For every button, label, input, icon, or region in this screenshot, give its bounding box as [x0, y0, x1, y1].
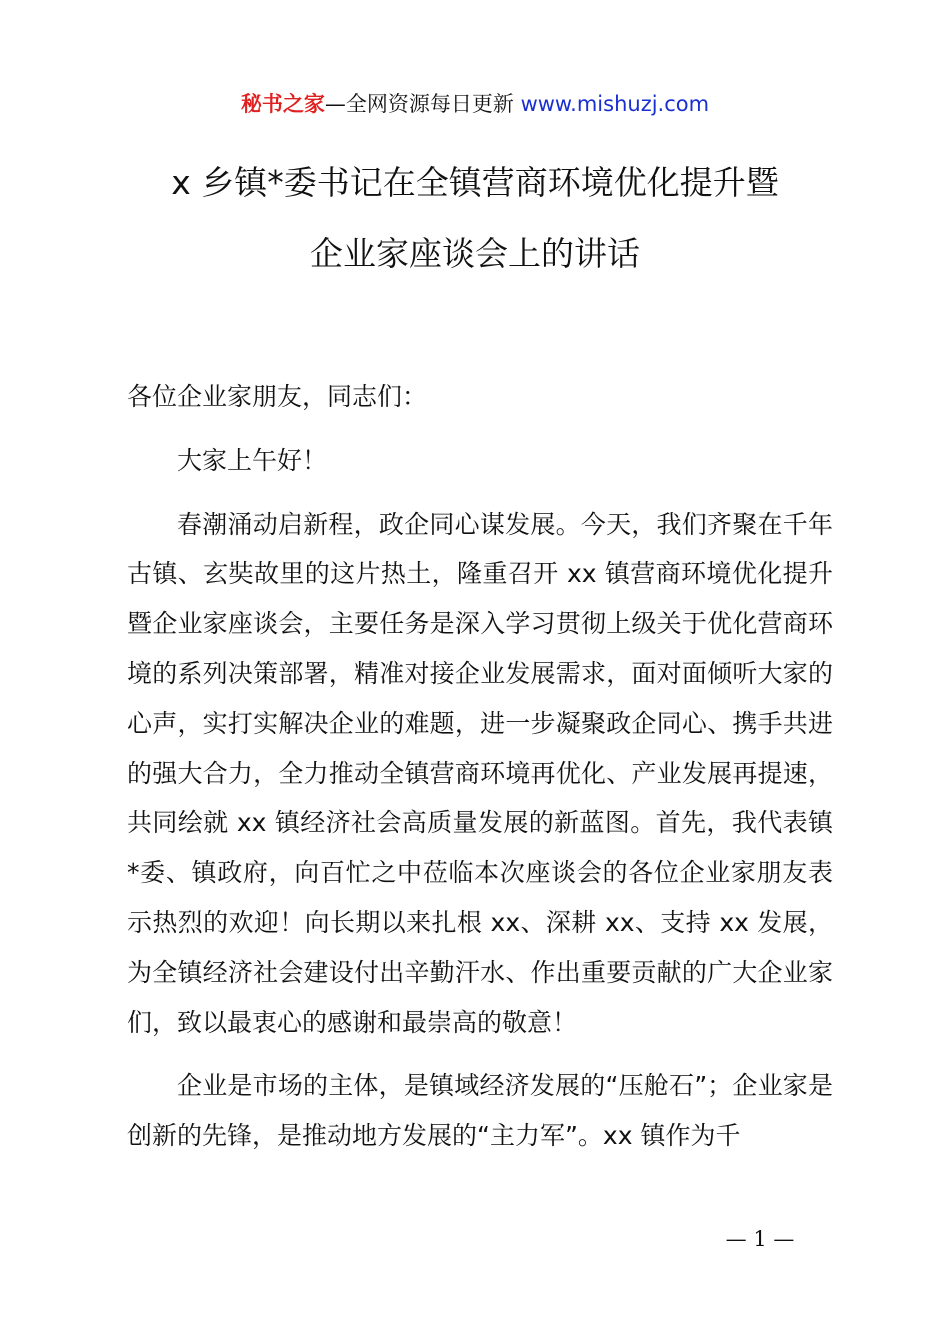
site-header: [0, 86, 950, 122]
paragraph-enterprise: 企业是市场的主体，是镇域经济发展的“压舱石”；企业家是创新的先锋，是推动地方发展的“主力军”。xx 镇作为千: [127, 1071, 833, 1151]
paragraph-opening: 春潮涌动启新程，政企同心谋发展。今天，我们齐聚在千年古镇、玄奘故里的这片热土，隆重召开 xx 镇营商环境优化提升暨企业家座谈会，主要任务是深入学习贯彻上级关于优化营商环境的系列决策部署，精准对接企业发展需求，面对面倾听大家的心声，实打实解决企业的难题，进一步凝聚政企同心、携手共进的强大合力，全力推动全镇营商环境再优化、产业发展再提速，共同绘就 xx 镇经济社会高质量发展的新蓝图。首先，我代表镇*委、镇政府，向百忙之中莅临本次座谈会的各位企业家朋友表示热烈的欢迎！向长期以来扎根 xx、深耕 xx、支持 xx 发展，为全镇经济社会建设付出辛勤汗水、作出重要贡献的广大企业家们，致以最衷心的感谢和最崇高的敬意！: [127, 509, 833, 1037]
document-body: [127, 372, 833, 1175]
paragraph-greeting: 大家上午好！: [177, 445, 328, 475]
title-line-2: 企业家座谈会上的讲话: [310, 234, 640, 273]
site-url-link[interactable]: www.mishuzj.com: [520, 92, 710, 116]
header-slogan: —全网资源每日更新: [324, 92, 514, 116]
salutation: 各位企业家朋友，同志们：: [127, 382, 428, 411]
page-number: — 1 —: [725, 1227, 795, 1251]
title-line-1: x 乡镇*委书记在全镇营商环境优化提升暨: [171, 163, 779, 202]
document-title: [0, 158, 950, 300]
brand-name: 秘书之家: [240, 92, 325, 116]
